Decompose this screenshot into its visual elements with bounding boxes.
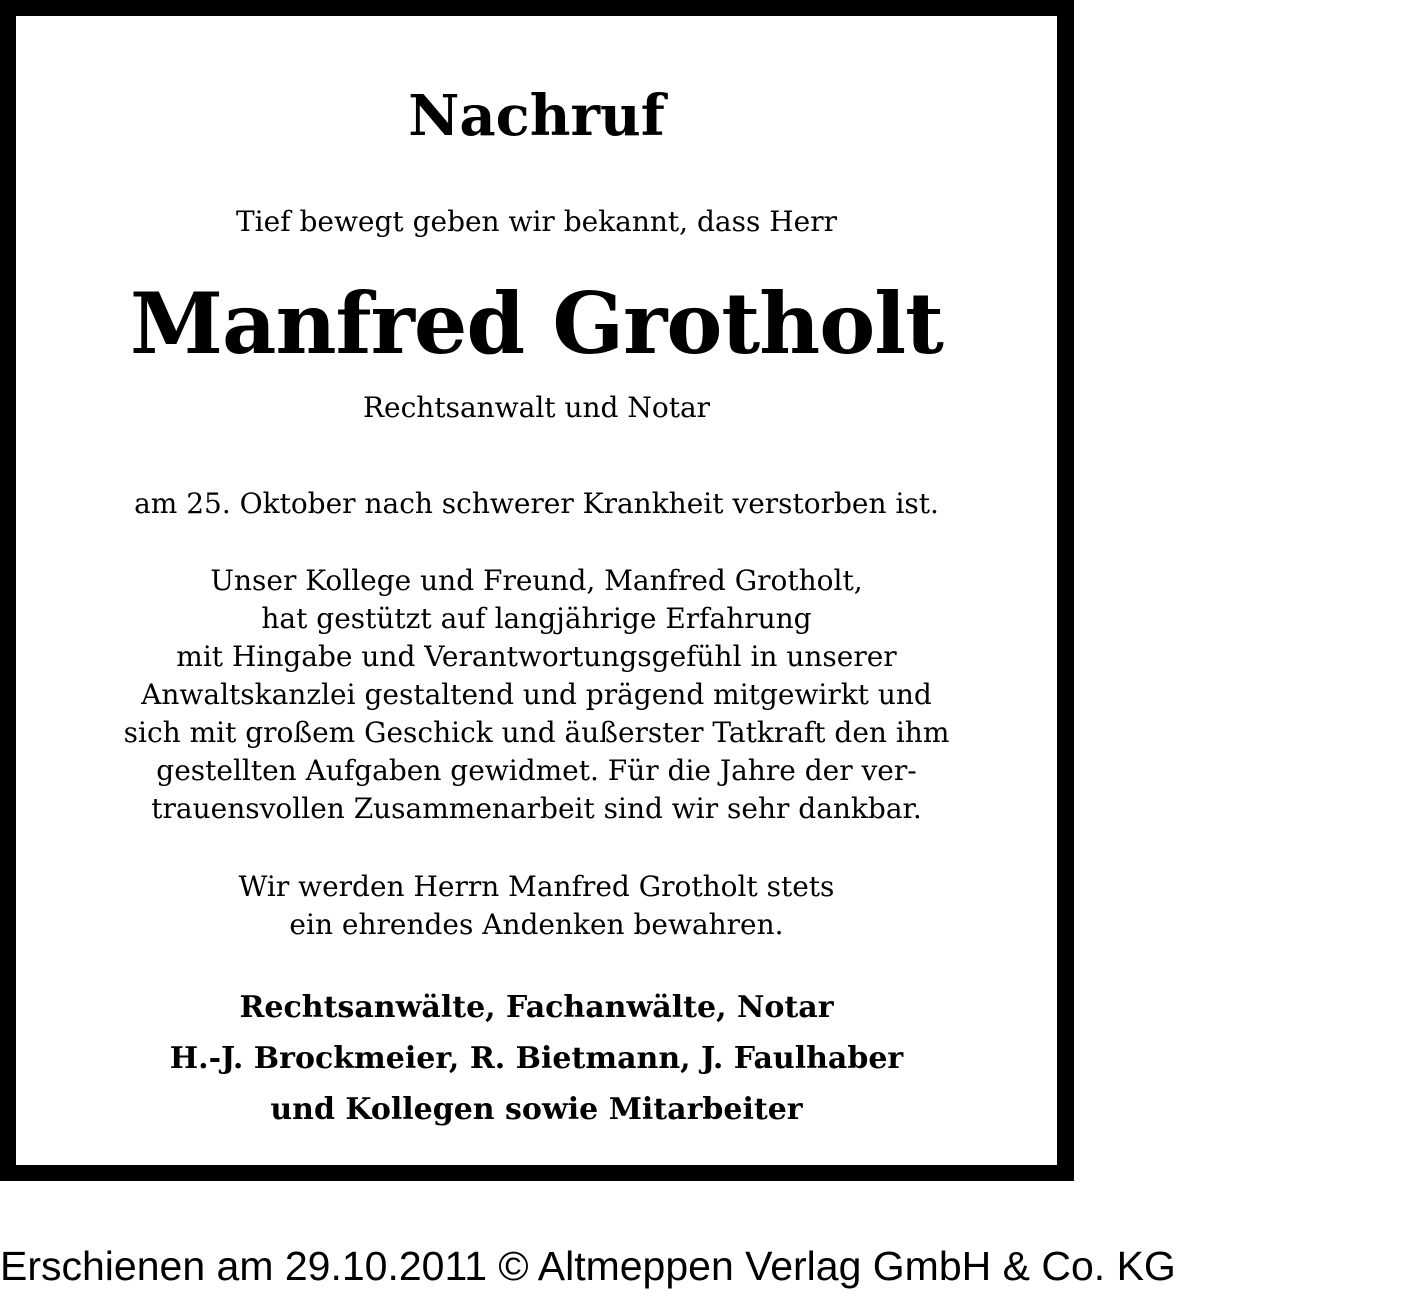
notice-heading: Nachruf xyxy=(408,83,665,149)
tribute-line: hat gestützt auf langjährige Erfahrung xyxy=(261,602,812,635)
notice-intro: Tief bewegt geben wir bekannt, dass Herr xyxy=(236,205,837,238)
tribute-line: Unser Kollege und Freund, Manfred Grotholt, xyxy=(210,564,863,597)
remembrance-line: ein ehrendes Andenken bewahren. xyxy=(289,908,784,941)
remembrance-line: Wir werden Herrn Manfred Grotholt stets xyxy=(238,870,835,903)
signature-line: und Kollegen sowie Mitarbeiter xyxy=(270,1092,803,1127)
death-date-line: am 25. Oktober nach schwerer Krankheit verstorben ist. xyxy=(134,487,939,520)
signature-block xyxy=(16,982,1057,1135)
tribute-line: trauensvollen Zusammenarbeit sind wir sehr dankbar. xyxy=(151,792,922,825)
tribute-paragraph xyxy=(16,562,1057,828)
tribute-line: gestellten Aufgaben gewidmet. Für die Jahre der ver- xyxy=(156,754,917,787)
tribute-line: sich mit großem Geschick und äußerster Tatkraft den ihm xyxy=(123,716,950,749)
deceased-name: Manfred Grotholt xyxy=(130,274,943,373)
tribute-line: mit Hingabe und Verantwortungsgefühl in unserer xyxy=(176,640,897,673)
publication-footer: Erschienen am 29.10.2011 © Altmeppen Verlag GmbH & Co. KG xyxy=(0,1243,1176,1289)
signature-line: H.-J. Brockmeier, R. Bietmann, J. Faulhaber xyxy=(169,1041,904,1076)
deceased-profession: Rechtsanwalt und Notar xyxy=(362,391,711,424)
tribute-line: Anwaltskanzlei gestaltend und prägend mitgewirkt und xyxy=(141,678,932,711)
remembrance-paragraph xyxy=(16,868,1057,944)
signature-line: Rechtsanwälte, Fachanwälte, Notar xyxy=(239,990,834,1025)
